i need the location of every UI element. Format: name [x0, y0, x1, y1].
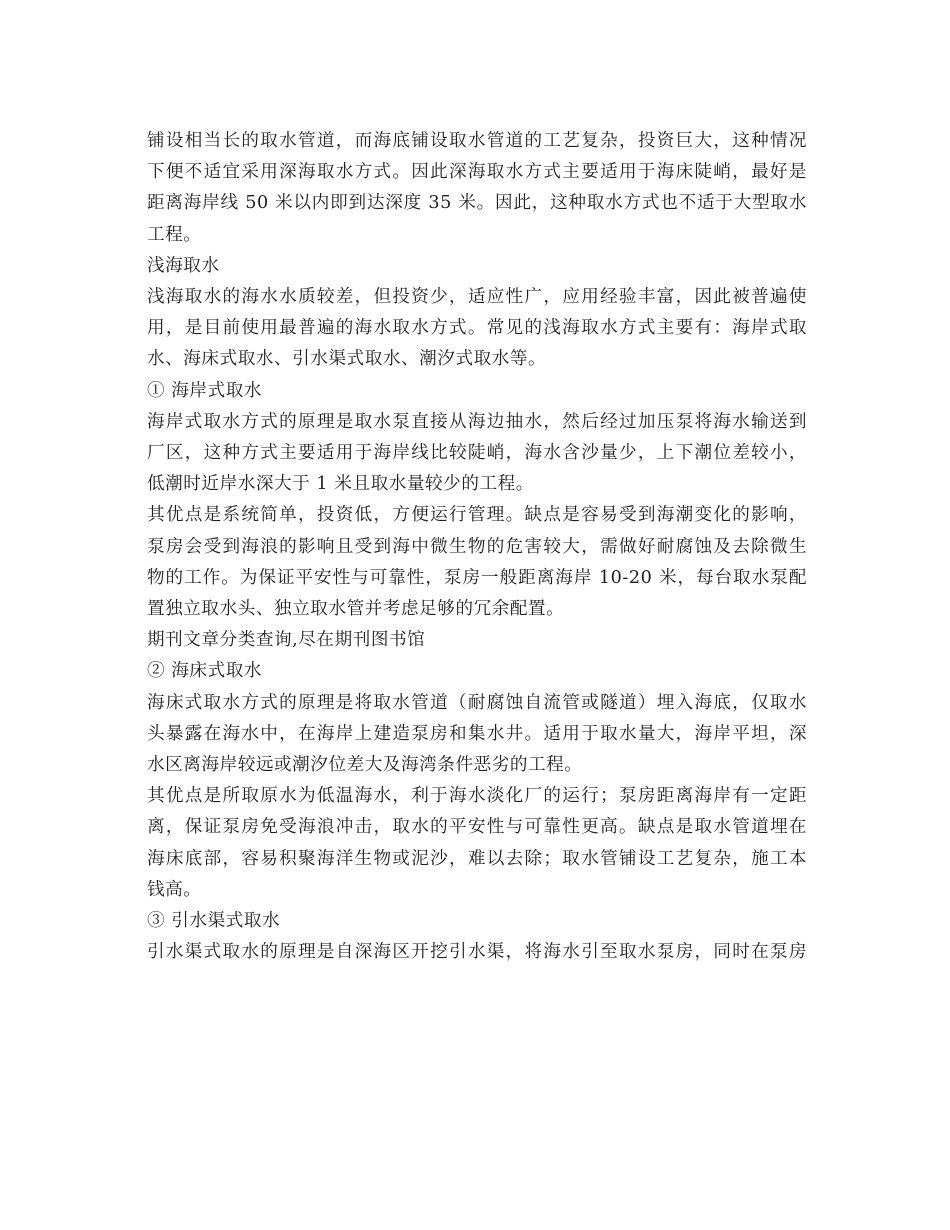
- heading-shallow-sea-intake: [147, 251, 807, 282]
- text-line: 引水渠式取水的原理是自深海区开挖引水渠，将海水引至取水泵房，同时在泵房: [147, 942, 807, 963]
- text-line: 钱高。: [147, 879, 202, 900]
- text-line: 低潮时近岸水深大于 1 米且取水量较少的工程。: [147, 474, 534, 495]
- paragraph-seabed-pros-cons: [147, 781, 807, 906]
- text-line: 水区离海岸较远或潮汐位差大及海湾条件恶劣的工程。: [147, 755, 583, 776]
- text-line: 海床式取水方式的原理是将取水管道（耐腐蚀自流管或隧道）埋入海底，仅取水: [147, 692, 807, 713]
- paragraph-coast-pros-cons: [147, 500, 807, 625]
- text-line: 下便不适宜采用深海取水方式。因此深海取水方式主要适用于海床陡峭，最好是: [147, 162, 807, 183]
- text-line: 浅海取水: [147, 255, 220, 276]
- text-line: 水、海床式取水、引水渠式取水、潮汐式取水等。: [147, 349, 547, 370]
- text-line: 头暴露在海水中，在海岸上建造泵房和集水井。适用于取水量大，海岸平坦，深: [147, 723, 807, 744]
- heading-seabed-intake: [147, 656, 807, 687]
- text-line: 置独立取水头、独立取水管并考虑足够的冗余配置。: [147, 599, 565, 620]
- text-line: 用，是目前使用最普遍的海水取水方式。常见的浅海取水方式主要有：海岸式取: [147, 318, 807, 339]
- text-line: 期刊文章分类查询,尽在期刊图书馆: [147, 630, 426, 651]
- heading-channel-intake: [147, 906, 807, 937]
- text-line: 厂区，这种方式主要适用于海岸线比较陡峭，海水含沙量少，上下潮位差较小，: [147, 443, 807, 464]
- paragraph-seabed-principle: [147, 688, 807, 782]
- text-line: 浅海取水的海水水质较差，但投资少，适应性广，应用经验丰富，因此被普遍使: [147, 287, 807, 308]
- paragraph-shallow-intro: [147, 282, 807, 376]
- text-line: 其优点是系统简单，投资低，方便运行管理。缺点是容易受到海潮变化的影响，: [147, 505, 807, 526]
- paragraph-coast-principle: [147, 407, 807, 501]
- text-line: 海岸式取水方式的原理是取水泵直接从海边抽水，然后经过加压泵将海水输送到: [147, 411, 807, 432]
- text-line: 海床底部，容易积聚海洋生物或泥沙，难以去除；取水管铺设工艺复杂，施工本: [147, 848, 807, 869]
- text-line: 工程。: [147, 224, 202, 245]
- paragraph-channel-principle: [147, 937, 807, 968]
- text-line: ② 海床式取水: [147, 661, 263, 682]
- journal-note: [147, 625, 807, 656]
- text-line: 离，保证泵房免受海浪冲击，取水的平安性与可靠性更高。缺点是取水管道埋在: [147, 817, 807, 838]
- text-line: 铺设相当长的取水管道，而海底铺设取水管道的工艺复杂，投资巨大，这种情况: [147, 131, 807, 151]
- text-line: ① 海岸式取水: [147, 380, 263, 401]
- text-line: 距离海岸线 50 米以内即到达深度 35 米。因此，这种取水方式也不适于大型取水: [147, 193, 807, 214]
- paragraph-intro-continued: [147, 126, 807, 251]
- text-line: ③ 引水渠式取水: [147, 911, 281, 932]
- text-line: 泵房会受到海浪的影响且受到海中微生物的危害较大，需做好耐腐蚀及去除微生: [147, 536, 807, 557]
- text-line: 物的工作。为保证平安性与可靠性，泵房一般距离海岸 10-20 米，每台取水泵配: [147, 567, 807, 588]
- heading-coastal-intake: [147, 376, 807, 407]
- document-page: [147, 126, 807, 968]
- text-line: 其优点是所取原水为低温海水，利于海水淡化厂的运行；泵房距离海岸有一定距: [147, 786, 807, 807]
